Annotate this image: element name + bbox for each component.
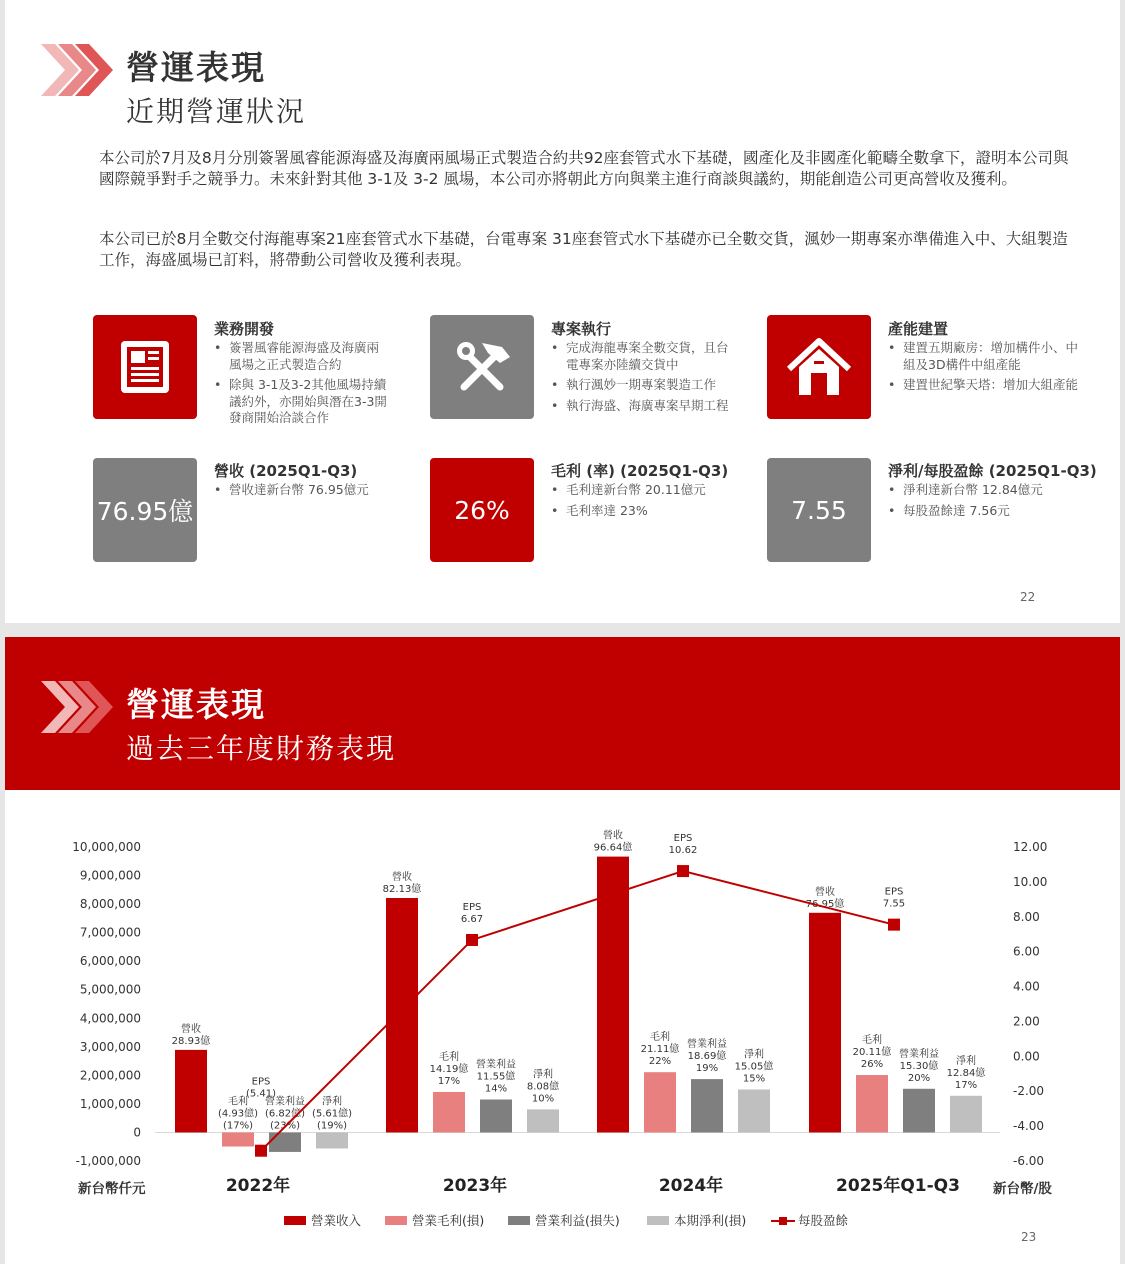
financial-chart [5,637,1120,1264]
y2-tick-label: -4.00 [1013,1119,1045,1134]
eps-marker [466,934,478,946]
net-income-data-label: (19%) [316,1120,348,1132]
legend-label: 本期淨利(損) [674,1213,747,1228]
gross-profit-data-label: 毛利 [862,1035,882,1047]
y-tick-label: 8,000,000 [79,897,141,912]
gross-profit-data-label: 20.11億 [852,1047,892,1059]
operating-income-data-label: 營業利益 [476,1059,516,1071]
operating-income-bar [903,1089,935,1133]
eps-data-label: 6.67 [460,913,484,925]
operating-income-data-label: 15.30億 [899,1060,939,1072]
y2-tick-label: 10.00 [1013,874,1048,889]
net-income-data-label: 8.08億 [526,1081,560,1093]
gross-profit-data-label: 毛利 [439,1051,459,1063]
gross-profit-data-label: (4.93億) [217,1108,259,1120]
revenue-bar [809,913,841,1133]
card-list-execution [551,340,736,418]
gross-profit-bar [644,1072,676,1132]
revenue-data-label: 營收 [181,1023,201,1035]
y-tick-label: 5,000,000 [79,982,141,997]
house-icon [767,315,871,419]
revenue-data-label: 76.95億 [805,898,845,910]
card-icon-box [430,315,534,419]
net-income-data-label: 15.05億 [734,1061,774,1073]
y-tick-label: 9,000,000 [79,868,141,883]
revenue-value: 76.95億 [93,458,197,562]
page-subtitle: 過去三年度財務表現 [126,732,397,765]
gross-profit-data-label: 21.11億 [640,1044,680,1056]
category-label: 2025年Q1-Q3 [836,1176,960,1196]
list-item: • 毛利率達 23% [551,503,751,520]
legend-swatch [284,1216,306,1225]
revenue-data-label: 96.64億 [593,842,633,854]
list-item: • 每股盈餘達 7.56元 [888,503,1088,520]
eps-data-label: EPS [673,833,693,845]
page-subtitle: 近期營運狀況 [126,95,307,128]
eps-data-label: EPS [884,886,904,898]
operating-income-data-label: 11.55億 [476,1071,516,1083]
slide-three-year-financials [5,637,1120,1264]
net-income-data-label: 淨利 [744,1049,764,1061]
gross-profit-data-label: 14.19億 [429,1063,469,1075]
chevrons-icon [41,44,113,96]
eps-marker [888,919,900,931]
y2-tick-label: 8.00 [1013,909,1040,924]
operating-income-bar [269,1132,301,1151]
y-tick-label: -1,000,000 [75,1154,141,1168]
legend-label: 營業收入 [311,1213,362,1228]
y-tick-label: 1,000,000 [79,1096,141,1111]
net-income-bar [738,1089,770,1132]
metric-list-gross [551,482,751,523]
card-icon-box [93,315,197,419]
card-list-capacity [888,340,1083,398]
eps-marker [255,1145,267,1157]
y2-tick-label: 4.00 [1013,979,1040,994]
card-title-capacity: 產能建置 [888,320,949,338]
eps-data-label: EPS [251,1076,271,1088]
y2-tick-label: 2.00 [1013,1014,1040,1029]
metric-title-gross: 毛利 (率) (2025Q1-Q3) [551,462,729,480]
net-income-data-label: 15% [742,1073,766,1085]
eps-line [261,871,894,1151]
list-item: • 完成海龍專案全數交貨，且台電專案亦陸續交貨中 [551,340,736,373]
slide-recent-operations [5,0,1120,623]
page-number: 23 [1021,1230,1037,1244]
gross-profit-data-label: 毛利 [228,1096,248,1108]
gross-profit-data-label: 毛利 [650,1032,670,1044]
legend-label: 每股盈餘 [798,1213,849,1228]
operating-income-data-label: 營業利益 [265,1096,305,1108]
y-tick-label: 2,000,000 [79,1068,141,1083]
card-list-business [214,340,389,431]
page-title: 營運表現 [126,685,266,724]
page-number: 22 [1020,590,1036,604]
gross-profit-data-label: 22% [648,1056,672,1068]
legend-label: 營業毛利(損) [412,1213,485,1228]
metric-list-revenue [214,482,414,503]
net-income-data-label: 淨利 [533,1069,553,1081]
category-label: 2024年 [658,1176,724,1196]
operating-income-bar [480,1099,512,1132]
legend-swatch [779,1217,787,1225]
y-axis-title: 新台幣仟元 [78,1181,146,1197]
gross-profit-data-label: 17% [437,1075,461,1087]
net-income-data-label: 淨利 [322,1096,342,1108]
net-income-bar [527,1109,559,1132]
revenue-bar [175,1050,207,1133]
hammer-wrench-icon [430,315,534,419]
legend-swatch [508,1216,530,1225]
gross-profit-data-label: 26% [860,1059,884,1071]
category-label: 2023年 [442,1176,508,1196]
list-item: • 執行渢妙一期專案製造工作 [551,377,736,394]
y-tick-label: 3,000,000 [79,1039,141,1054]
y2-tick-label: -2.00 [1013,1084,1045,1099]
paragraph-deliveries: 本公司已於8月全數交付海龍專案21座套管式水下基礎，台電專案 31座套管式水下基礎亦已全數交貨，渢妙一期專案亦準備進入中、大組製造工作，海盛風場已訂料，將帶動公司營收及獲利表現。 [99,230,1068,269]
net-income-bar [950,1096,982,1133]
y-tick-label: 0 [133,1125,141,1140]
paragraph-contracts: 本公司於7月及8月分別簽署風睿能源海盛及海廣兩風場正式製造合約共92座套管式水下基礎，國產化及非國產化範疇全數拿下，證明本公司與國際競爭對手之競爭力。未來針對其他 3-1及 3-2 風場，本公司亦將朝此方向與業主進行商談與議約，期能創造公司更高營收及獲利。 [99,149,1069,188]
metric-list-net [888,482,1088,523]
list-item: • 毛利達新台幣 20.11億元 [551,482,751,499]
category-label: 2022年 [225,1176,291,1196]
operating-income-data-label: 14% [484,1083,508,1095]
card-title-business: 業務開發 [214,320,275,338]
net-income-data-label: (5.61億) [311,1108,353,1120]
newspaper-icon [93,315,197,419]
operating-income-data-label: 18.69億 [687,1051,727,1063]
net-income-data-label: 12.84億 [946,1067,986,1079]
operating-income-data-label: (23%) [269,1120,301,1132]
gross-profit-bar [433,1092,465,1133]
legend-swatch [385,1216,407,1225]
y2-tick-label: 6.00 [1013,944,1040,959]
y-tick-label: 6,000,000 [79,954,141,969]
y-tick-label: 7,000,000 [79,925,141,940]
card-icon-box [767,315,871,419]
operating-income-data-label: 19% [695,1063,719,1075]
y2-tick-label: 0.00 [1013,1049,1040,1064]
operating-income-data-label: 營業利益 [687,1039,727,1051]
list-item: • 淨利達新台幣 12.84億元 [888,482,1088,499]
eps-data-label: EPS [462,901,482,913]
card-title-execution: 專案執行 [551,320,612,338]
revenue-bar [386,898,418,1132]
eps-marker [677,865,689,877]
legend-swatch [647,1216,669,1225]
gross-margin-value: 26% [430,458,534,562]
list-item: • 建置世紀擎天塔：增加大組產能 [888,377,1083,394]
eps-data-label: 10.62 [668,845,698,857]
operating-income-bar [691,1079,723,1132]
revenue-data-label: 營收 [392,872,412,884]
list-item: • 簽署風睿能源海盛及海廣兩風場之正式製造合約 [214,340,389,373]
net-income-bar [316,1132,348,1148]
operating-income-data-label: (6.82億) [264,1108,306,1120]
revenue-data-label: 28.93億 [171,1035,211,1047]
eps-value: 7.55 [767,458,871,562]
gross-profit-bar [222,1132,254,1146]
net-income-data-label: 10% [531,1093,555,1105]
revenue-data-label: 營收 [603,830,623,842]
net-income-data-label: 17% [954,1079,978,1091]
eps-data-label: 7.55 [882,898,906,910]
eps-data-label: (5.41) [245,1088,277,1100]
operating-income-data-label: 營業利益 [899,1048,939,1060]
net-income-data-label: 淨利 [956,1055,976,1067]
gross-profit-data-label: (17%) [222,1120,254,1132]
legend-label: 營業利益(損失) [535,1213,620,1228]
metric-title-net: 淨利/每股盈餘 (2025Q1-Q3) [888,462,1097,480]
operating-income-data-label: 20% [907,1072,931,1084]
y-tick-label: 4,000,000 [79,1011,141,1026]
list-item: • 建置五期廠房：增加構件小、中組及3D構件中組產能 [888,340,1083,373]
list-item: • 執行海盛、海廣專案早期工程 [551,398,736,415]
y2-tick-label: 12.00 [1013,840,1048,854]
revenue-data-label: 營收 [815,886,835,898]
list-item: • 除與 3-1及3-2其他風場持續議約外，亦開始與潛在3-3開發商開始洽談合作 [214,377,389,427]
y2-tick-label: -6.00 [1013,1154,1045,1168]
metric-title-revenue: 營收 (2025Q1-Q3) [214,462,358,480]
revenue-data-label: 82.13億 [382,884,422,896]
y-tick-label: 10,000,000 [72,840,141,854]
page-title: 營運表現 [126,48,266,87]
list-item: • 營收達新台幣 76.95億元 [214,482,414,499]
gross-profit-bar [856,1075,888,1132]
y2-axis-title: 新台幣/股 [993,1181,1052,1197]
